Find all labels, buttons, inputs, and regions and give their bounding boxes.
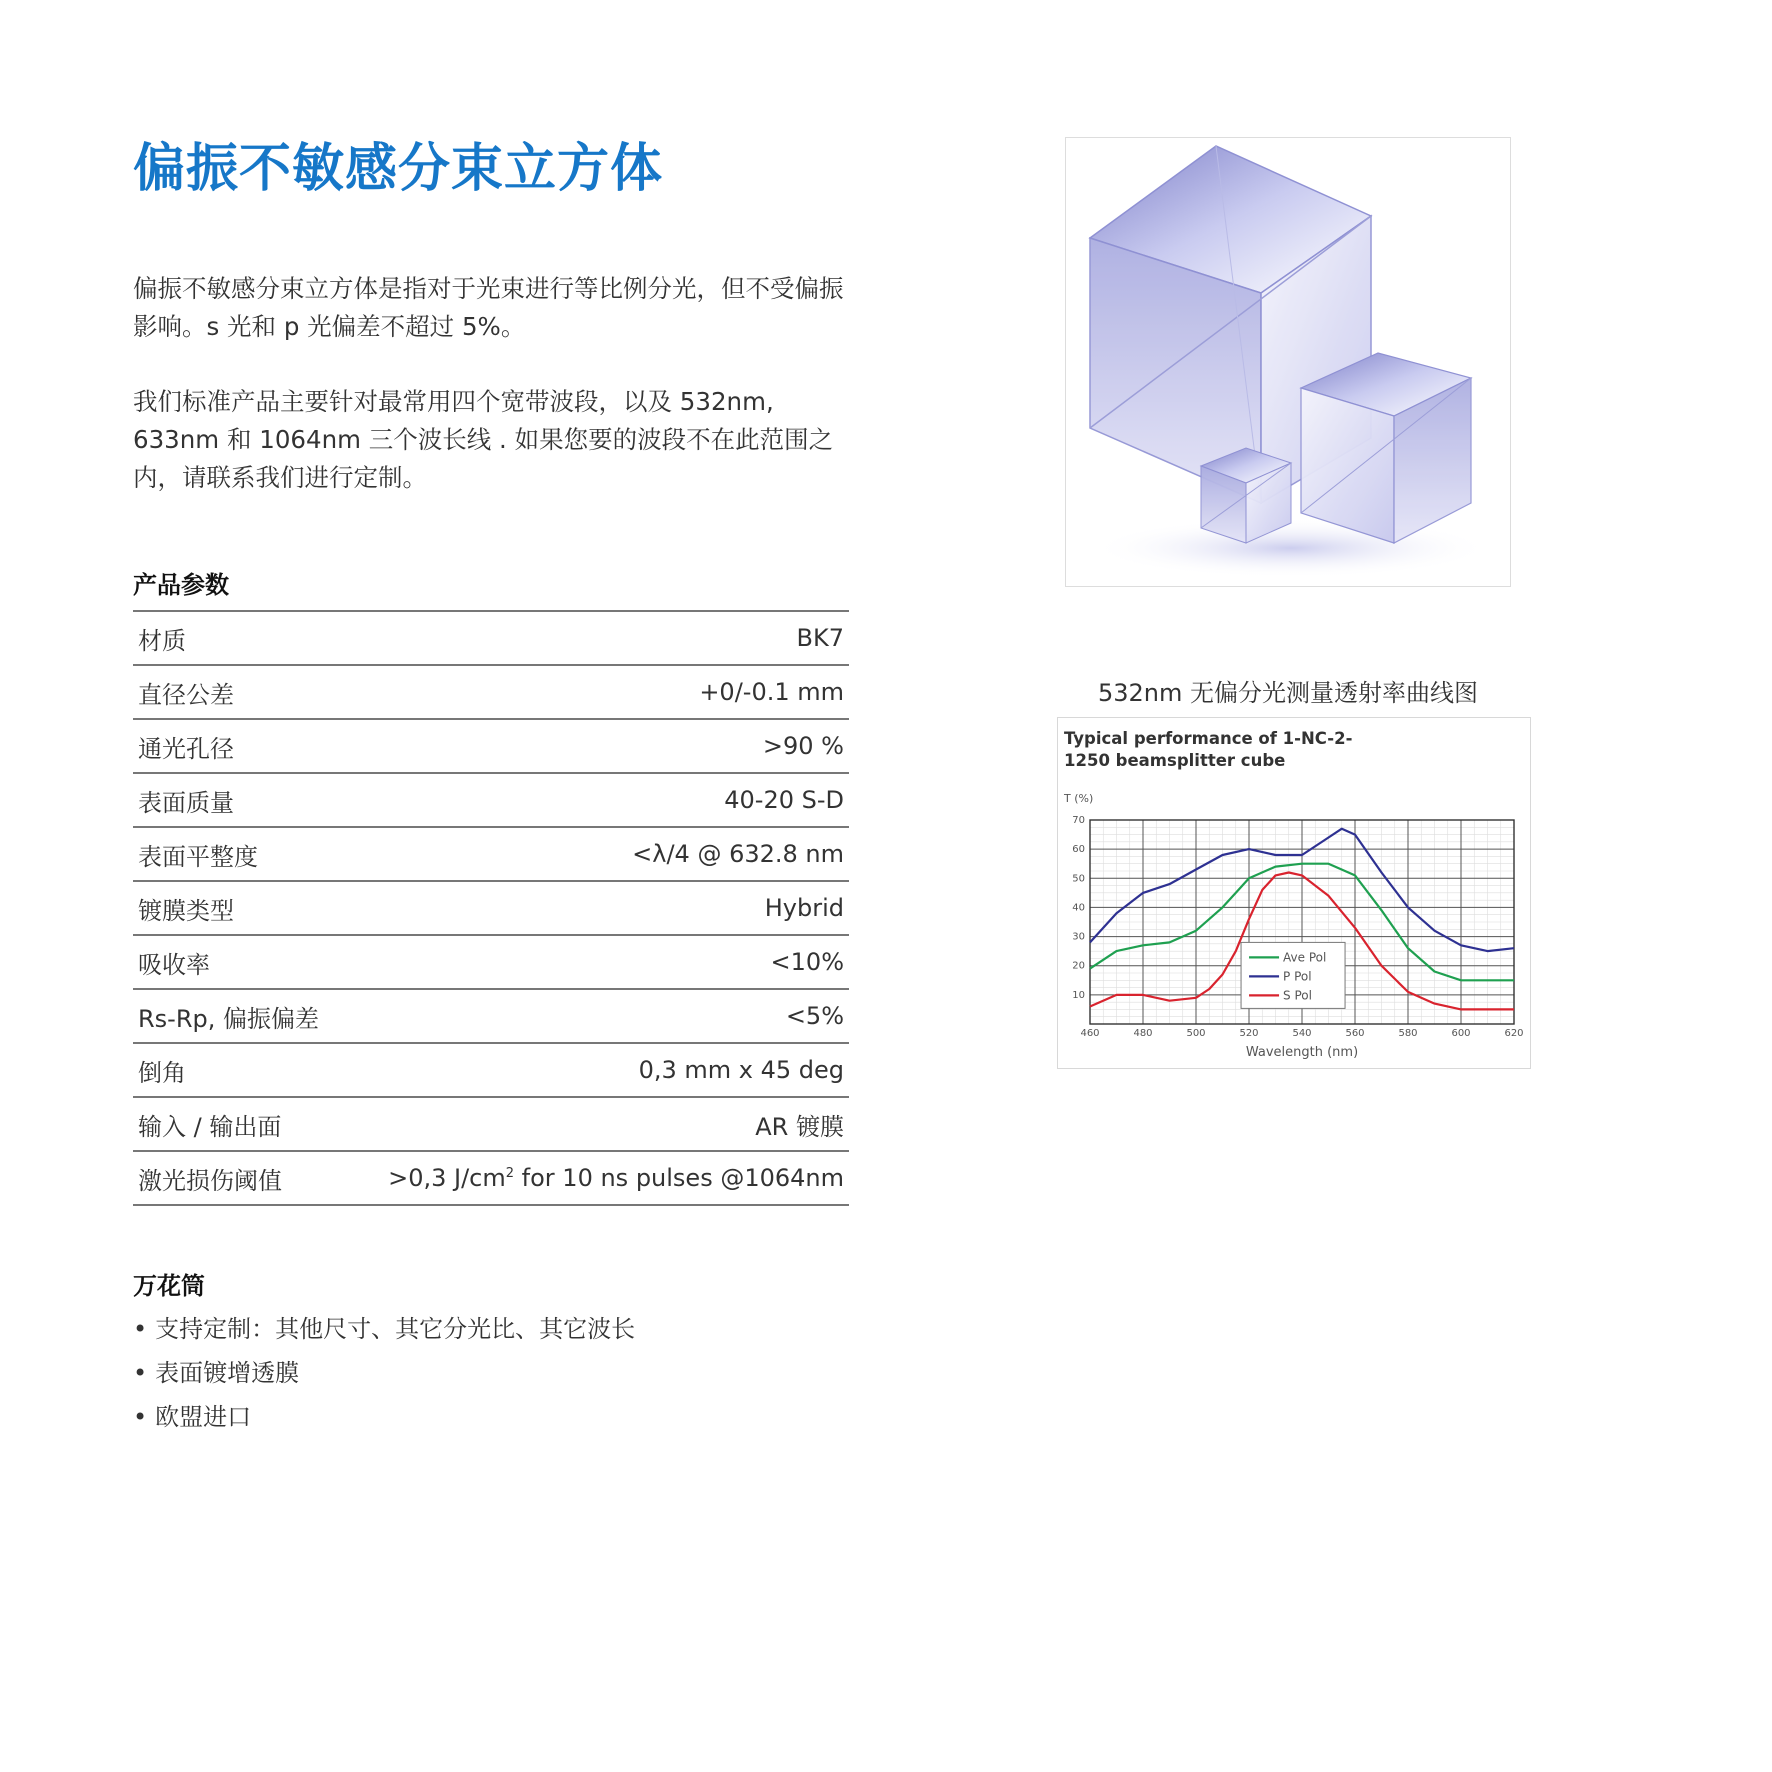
specs-heading: 产品参数 xyxy=(133,571,229,599)
spec-row xyxy=(133,1098,849,1152)
spec-value: BK7 xyxy=(796,624,844,652)
page-title: 偏振不敏感分束立方体 xyxy=(133,139,664,199)
y-tick-label: 60 xyxy=(1072,844,1085,856)
list-item: • 欧盟进口 xyxy=(133,1395,635,1439)
transmission-chart xyxy=(1057,717,1531,1069)
spec-value: AR 镀膜 xyxy=(755,1112,844,1141)
spec-value: <λ/4 @ 632.8 nm xyxy=(632,840,844,868)
y-axis-label: T (%) xyxy=(1064,792,1094,805)
spec-row xyxy=(133,666,849,720)
spec-label: 通光孔径 xyxy=(138,734,234,763)
spec-label: 表面平整度 xyxy=(138,842,258,871)
chart-caption: 532nm 无偏分光测量透射率曲线图 xyxy=(1097,679,1479,707)
spec-row xyxy=(133,936,849,990)
spec-value: Hybrid xyxy=(764,894,844,922)
spec-value: <10% xyxy=(770,948,844,976)
legend-label: Ave Pol xyxy=(1283,950,1327,965)
spec-row xyxy=(133,720,849,774)
x-tick-label: 520 xyxy=(1239,1028,1259,1039)
spec-label: 输入 / 输出面 xyxy=(138,1112,282,1141)
spec-label: 直径公差 xyxy=(138,680,234,709)
x-tick-label: 480 xyxy=(1133,1028,1153,1039)
intro-paragraph-1: 偏振不敏感分束立方体是指对于光束进行等比例分光，但不受偏振影响。s 光和 p 光偏差不超过 5%。 xyxy=(133,274,844,341)
x-tick-label: 620 xyxy=(1504,1028,1524,1039)
spec-label: 倒角 xyxy=(138,1058,186,1087)
spec-label: 激光损伤阈值 xyxy=(138,1166,282,1195)
spec-value: 40-20 S-D xyxy=(724,786,844,814)
x-tick-label: 560 xyxy=(1345,1028,1365,1039)
y-tick-label: 70 xyxy=(1072,815,1085,826)
y-tick-label: 50 xyxy=(1072,873,1085,885)
chart-title: Typical performance of 1-NC-2-1250 beamsplitter cube xyxy=(1064,729,1353,770)
spec-row xyxy=(133,990,849,1044)
spec-value-superscript: 2 xyxy=(505,1166,515,1181)
list-item: • 支持定制：其他尺寸、其它分光比、其它波长 xyxy=(133,1307,635,1351)
spec-row xyxy=(133,882,849,936)
x-axis-label: Wavelength (nm) xyxy=(1245,1045,1359,1060)
spec-value-suffix: for 10 ns pulses @1064nm xyxy=(514,1164,844,1192)
product-photo xyxy=(1065,137,1511,587)
spec-row xyxy=(133,774,849,828)
spec-value: >90 % xyxy=(762,732,844,760)
spec-row xyxy=(133,1152,849,1206)
spec-label: 表面质量 xyxy=(138,788,234,817)
spec-label: 镀膜类型 xyxy=(138,896,234,925)
legend-label: S Pol xyxy=(1283,988,1312,1003)
y-tick-label: 20 xyxy=(1072,960,1085,972)
x-tick-label: 600 xyxy=(1451,1028,1471,1039)
x-tick-label: 540 xyxy=(1292,1028,1312,1039)
intro-paragraph-2: 我们标准产品主要针对最常用四个宽带波段，以及 532nm, 633nm 和 1064nm 三个波长线 . 如果您要的波段不在此范围之内，请联系我们进行定制。 xyxy=(133,387,834,492)
y-tick-label: 40 xyxy=(1072,902,1085,914)
spec-row xyxy=(133,828,849,882)
y-tick-label: 30 xyxy=(1072,931,1085,943)
spec-value xyxy=(388,1164,844,1192)
x-tick-label: 500 xyxy=(1186,1028,1206,1039)
spec-label: 材质 xyxy=(138,626,186,655)
features-heading: 万花筒 xyxy=(133,1272,205,1300)
spec-value: 0,3 mm x 45 deg xyxy=(638,1056,844,1084)
spec-label: Rs-Rp, 偏振偏差 xyxy=(138,1004,320,1033)
spec-row xyxy=(133,1044,849,1098)
beamsplitter-cubes-illustration xyxy=(1066,138,1510,586)
spec-value: +0/-0.1 mm xyxy=(699,678,844,706)
spec-table xyxy=(133,610,849,1206)
x-tick-label: 580 xyxy=(1398,1028,1418,1039)
x-tick-label: 460 xyxy=(1080,1028,1100,1039)
legend-label: P Pol xyxy=(1283,969,1312,984)
list-item: • 表面镀增透膜 xyxy=(133,1351,635,1395)
spec-value: <5% xyxy=(785,1002,844,1030)
spec-value-prefix: >0,3 J/cm xyxy=(388,1164,506,1192)
spec-row xyxy=(133,612,849,666)
spec-label: 吸收率 xyxy=(138,950,210,979)
y-tick-label: 10 xyxy=(1072,989,1085,1001)
feature-list xyxy=(133,1307,635,1439)
